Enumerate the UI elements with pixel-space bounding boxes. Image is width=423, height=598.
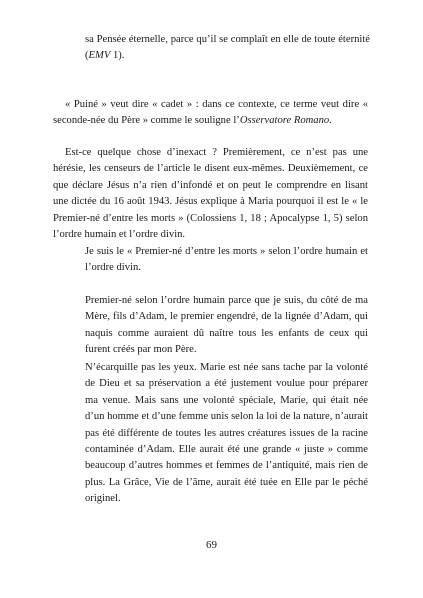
quote-2-paragraph: Premier-né selon l’ordre humain parce que je suis, du côté de ma Mère, fils d’Adam, le premier engendré, de la lignée d’Adam, qui naquis comme auraient dû naître tous les enfants de ceux qui furent créés par mon Père. bbox=[85, 295, 368, 356]
body-paragraph-puine bbox=[53, 97, 368, 130]
top-quote-citation: EMV bbox=[88, 50, 111, 62]
puine-text-end: . bbox=[329, 115, 332, 127]
top-quote-text: sa Pensée éternelle, parce qu’il se complaît en elle de toute éternité ( bbox=[85, 34, 370, 62]
puine-paragraph bbox=[53, 97, 368, 130]
top-quote-citation-number: 1). bbox=[110, 50, 125, 62]
publication-name: Osservatore Romano bbox=[239, 115, 330, 127]
top-quote-paragraph bbox=[85, 32, 370, 65]
top-quote-block bbox=[85, 32, 370, 65]
quote-3-paragraph: N’écarquille pas les yeux. Marie est née sans tache par la volonté de Dieu et sa préservation a été justement voulue pour préparer ma venue. Mais sans une volonté spéciale, Marie, qui était née d’un homme et d’une femme unis selon la loi de la nature, n’aurait pas été différente de toutes les autres créatures issues de la racine contaminée d’Adam. Elle aurait été une grande « juste » comme beaucoup d’autres hommes et femmes de l’antiquité, mais rien de plus. La Grâce, Vie de l’âme, aurait été tuée en Elle par le péché originel. bbox=[85, 362, 368, 505]
quote-block-1 bbox=[85, 244, 368, 277]
quote-block-3 bbox=[85, 360, 368, 508]
quote-1-paragraph: Je suis le « Premier-né d’entre les morts » selon l’ordre humain et l’ordre divin. bbox=[85, 246, 368, 274]
puine-text: « Puiné » veut dire « cadet » : dans ce contexte, ce terme veut dire « seconde-née du Père » comme le souligne l’ bbox=[53, 99, 368, 127]
quote-block-2 bbox=[85, 293, 368, 359]
inexact-paragraph: Est-ce quelque chose d’inexact ? Premièrement, ce n’est pas une hérésie, les censeurs de l’article le disent eux-mêmes. Deuxièmement, ce que déclare Jésus n’a rien d’infondé et on peut le comprendre en lisant une dictée du 16 août 1943. Jésus explique à Maria pourquoi il est le « le Premier-né d’entre les morts » (Colossiens 1, 18 ; Apocalypse 1, 5) selon l’ordre humain et l’ordre divin. bbox=[53, 147, 368, 241]
body-paragraph-inexact bbox=[53, 145, 368, 243]
page-number: 69 bbox=[206, 539, 217, 551]
